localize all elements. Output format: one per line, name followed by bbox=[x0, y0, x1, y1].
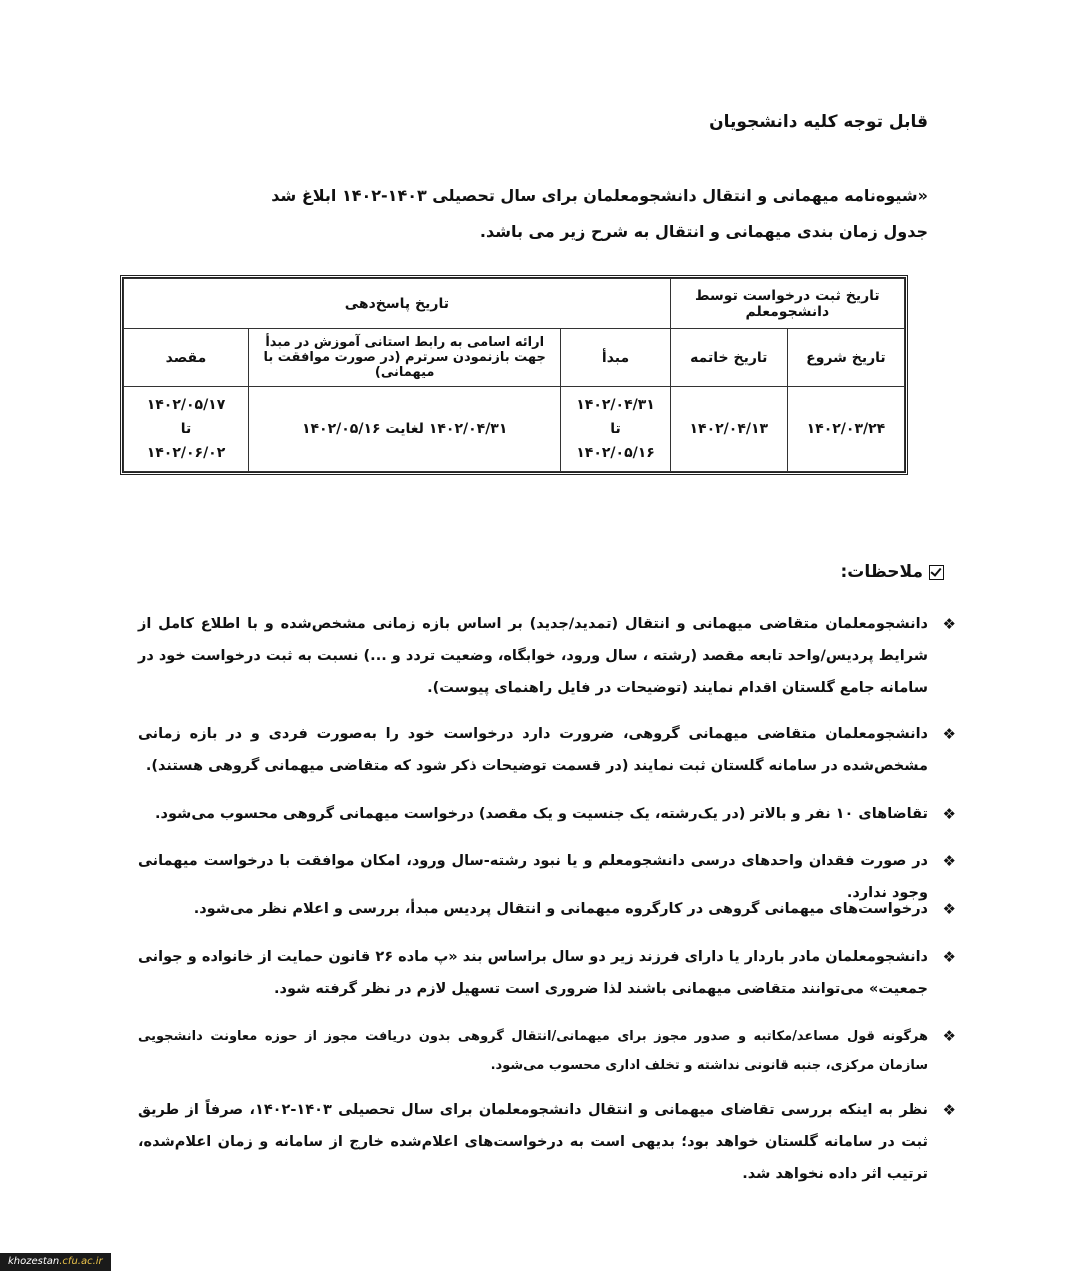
cell-destination bbox=[124, 387, 249, 472]
note-text: هرگونه قول مساعد/مکاتبه و صدور مجوز برای میهمانی/انتقال گروهی بدون دریافت مجوز از حوزه معاونت دانشجویی سازمان مرکزی، جنبه قانونی نداشته و تخلف اداری محسوب می‌شود. bbox=[138, 1029, 928, 1073]
note-text: تقاضاهای ۱۰ نفر و بالاتر (در یک‌رشته، یک جنسیت و یک مقصد) درخواست میهمانی گروهی محسوب می‌شود. bbox=[155, 806, 928, 822]
bullet-icon: ❖ bbox=[942, 805, 956, 823]
bullet-icon: ❖ bbox=[942, 1027, 956, 1045]
note-text: دانشجومعلمان متقاضی میهمانی گروهی، ضرورت دارد درخواست خود را به‌صورت فردی و در بازه زمانی مشخص‌شده در سامانه گلستان ثبت نمایند (در قسمت توضیحات ذکر شود که متقاضی میهمانی گروهی هستند). bbox=[138, 726, 928, 774]
header-end-date: تاریخ خاتمه bbox=[670, 329, 787, 387]
header-origin: مبدأ bbox=[561, 329, 670, 387]
dest-from: ۱۴۰۲/۰۵/۱۷ bbox=[146, 397, 226, 413]
bullet-icon: ❖ bbox=[942, 900, 956, 918]
intro-line-2: جدول زمان بندی میهمانی و انتقال به شرح زیر می باشد. bbox=[479, 222, 928, 241]
bullet-icon: ❖ bbox=[942, 948, 956, 966]
notes-section-title bbox=[840, 562, 944, 582]
cell-end-date: ۱۴۰۲/۰۴/۱۳ bbox=[670, 387, 787, 472]
origin-to: ۱۴۰۲/۰۵/۱۶ bbox=[576, 445, 655, 461]
note-text: دانشجومعلمان مادر باردار یا دارای فرزند زیر دو سال براساس بند «پ ماده ۲۶ قانون حمایت از خانواده و جوانی جمعیت» می‌توانند متقاضی میهمانی باشند لذا ضروری است تسهیل لازم در نظر گرفته شود. bbox=[138, 949, 928, 997]
list-item bbox=[138, 798, 956, 830]
list-item bbox=[138, 941, 956, 1005]
checkbox-icon bbox=[929, 565, 944, 580]
note-text: در صورت فقدان واحدهای درسی دانشجومعلم و یا نبود رشته-سال ورود، امکان موافقت با درخواست میهمانی وجود ندارد. bbox=[138, 853, 928, 901]
list-item bbox=[138, 1022, 956, 1080]
header-response-group: تاریخ پاسخ‌دهی bbox=[124, 279, 671, 329]
page-heading: قابل توجه کلیه دانشجویان bbox=[709, 112, 928, 132]
site-watermark bbox=[0, 1253, 111, 1271]
list-item bbox=[138, 1094, 956, 1190]
watermark-prefix: khozestan bbox=[8, 1256, 60, 1267]
cell-origin bbox=[561, 387, 670, 472]
bullet-icon: ❖ bbox=[942, 852, 956, 870]
table-row bbox=[124, 387, 905, 472]
bullet-icon: ❖ bbox=[942, 615, 956, 633]
header-request-group: تاریخ ثبت درخواست توسط دانشجومعلم bbox=[670, 279, 904, 329]
header-provincial: ارائه اسامی به رابط استانی آموزش در مبدأ جهت بازنمودن سرترم (در صورت موافقت با میهمانی) bbox=[248, 329, 560, 387]
list-item bbox=[138, 718, 956, 782]
list-item bbox=[138, 608, 956, 704]
origin-to-word: تا bbox=[610, 421, 621, 437]
note-text: درخواست‌های میهمانی گروهی در کارگروه میهمانی و انتقال پردیس مبدأ، بررسی و اعلام نظر می‌شود. bbox=[193, 901, 928, 917]
dest-to-word: تا bbox=[180, 421, 192, 437]
note-text: نظر به اینکه بررسی تقاضای میهمانی و انتقال دانشجومعلمان برای سال تحصیلی ۱۴۰۳-۱۴۰۲، صرفاً از طریق ثبت در سامانه گلستان خواهد بود؛ بدیهی است به درخواست‌های اعلام‌شده خارج از سامانه و زمان اعلام‌شده، ترتیب اثر داده نخواهد شد. bbox=[138, 1102, 928, 1182]
intro-line-1: «شیوه‌نامه میهمانی و انتقال دانشجومعلمان برای سال تحصیلی ۱۴۰۳-۱۴۰۲ ابلاغ شد bbox=[271, 186, 928, 205]
bullet-icon: ❖ bbox=[942, 1101, 956, 1119]
cell-start-date: ۱۴۰۲/۰۳/۲۴ bbox=[787, 387, 904, 472]
origin-from: ۱۴۰۲/۰۴/۳۱ bbox=[576, 397, 655, 413]
header-destination: مقصد bbox=[124, 329, 249, 387]
dest-to: ۱۴۰۲/۰۶/۰۲ bbox=[146, 445, 226, 461]
list-item bbox=[138, 893, 956, 925]
cell-provincial: ۱۴۰۲/۰۴/۳۱ لغایت ۱۴۰۲/۰۵/۱۶ bbox=[248, 387, 560, 472]
watermark-suffix: .cfu.ac.ir bbox=[59, 1256, 103, 1267]
notes-title-label: ملاحظات: bbox=[840, 562, 923, 582]
schedule-table bbox=[120, 275, 908, 475]
bullet-icon: ❖ bbox=[942, 725, 956, 743]
header-start-date: تاریخ شروع bbox=[787, 329, 904, 387]
note-text: دانشجومعلمان متقاضی میهمانی و انتقال (تمدید/جدید) بر اساس بازه زمانی مشخص‌شده و با اطلاع کامل از شرایط پردیس/واحد تابعه مقصد (رشته ، سال ورود، خوابگاه، وضعیت تردد و ...) نسبت به ثبت درخواست خود در سامانه جامع گلستان اقدام نمایند (توضیحات در فایل راهنمای پیوست). bbox=[138, 616, 928, 696]
